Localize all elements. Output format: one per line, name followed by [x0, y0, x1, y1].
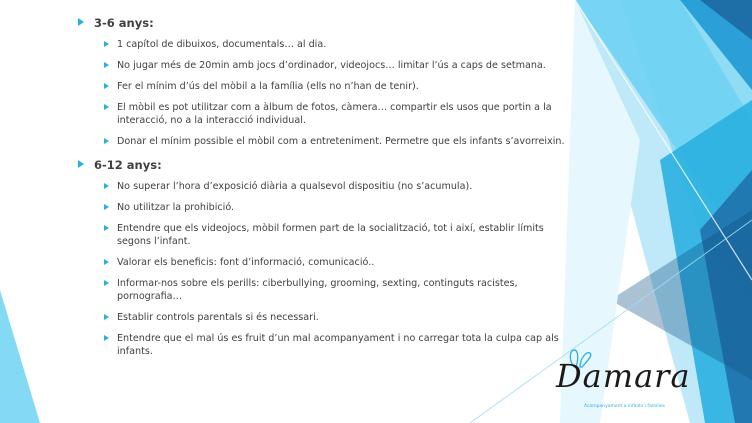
list-item: [104, 277, 568, 303]
section-heading: 3-6 anys:: [94, 16, 154, 30]
list-item-text: El mòbil es pot utilitzar com a àlbum de fotos, càmera… compartir els usos que portin a la interacció, no a la interacció individual.: [117, 102, 552, 126]
list-item: [104, 311, 568, 324]
section-3-6-years: [78, 16, 568, 30]
list-item: [104, 38, 568, 51]
bullet-icon: [104, 225, 109, 231]
list-item: [104, 256, 568, 269]
list-item-text: Donar el mínim possible el mòbil com a entreteniment. Permetre que els infants s’avorreixin.: [117, 136, 565, 147]
list-item: [104, 332, 568, 358]
list-item-text: Entendre que els videojocs, mòbil formen part de la socialització, tot i així, establir límits segons l’infant.: [117, 223, 544, 247]
bullet-icon: [104, 83, 109, 89]
list-item: [104, 80, 568, 93]
bullet-icon: [104, 41, 109, 47]
section-bullet-icon: [78, 18, 84, 26]
list-item: [104, 135, 568, 148]
list-item: [104, 101, 568, 127]
list-item-text: Fer el mínim d’ús del mòbil a la família (ells no n’han de tenir).: [117, 81, 419, 92]
bullet-icon: [104, 104, 109, 110]
list-item-text: No utilitzar la prohibició.: [117, 202, 235, 213]
list-item-text: Informar-nos sobre els perills: ciberbullying, grooming, sexting, continguts racistes, pornografia…: [117, 278, 518, 302]
bullet-icon: [104, 335, 109, 341]
bullet-icon: [104, 183, 109, 189]
bullet-icon: [104, 204, 109, 210]
list-item: [104, 180, 568, 193]
list-item-text: 1 capítol de dibuixos, documentals… al dia.: [117, 39, 327, 50]
section-heading: 6-12 anys:: [94, 158, 162, 172]
bullet-icon: [104, 259, 109, 265]
bullet-icon: [104, 314, 109, 320]
section-6-12-years: [78, 158, 568, 172]
list-item-text: Entendre que el mal ús es fruit d’un mal acompanyament i no carregar tota la culpa cap als infants.: [117, 333, 559, 357]
list-item: [104, 222, 568, 248]
bullet-icon: [104, 138, 109, 144]
section-6-12-list: [78, 180, 568, 358]
list-item-text: No jugar més de 20min amb jocs d’ordinador, videojocs… limitar l’ús a caps de setmana.: [117, 60, 546, 71]
logo-wordmark: Damara: [556, 357, 691, 395]
section-3-6-list: [78, 38, 568, 148]
list-item: [104, 201, 568, 214]
damara-logo: [548, 347, 696, 417]
list-item-text: Establir controls parentals si és necessari.: [117, 312, 319, 323]
list-item: [104, 59, 568, 72]
list-item-text: Valorar els beneficis: font d’informació, comunicació..: [117, 257, 375, 268]
section-bullet-icon: [78, 160, 84, 168]
slide-content: [78, 10, 568, 358]
logo-tagline: Acompanyament a infants i famílies: [584, 404, 665, 409]
list-item-text: No superar l’hora d’exposició diària a qualsevol dispositiu (no s’acumula).: [117, 181, 473, 192]
bullet-icon: [104, 280, 109, 286]
bullet-icon: [104, 62, 109, 68]
